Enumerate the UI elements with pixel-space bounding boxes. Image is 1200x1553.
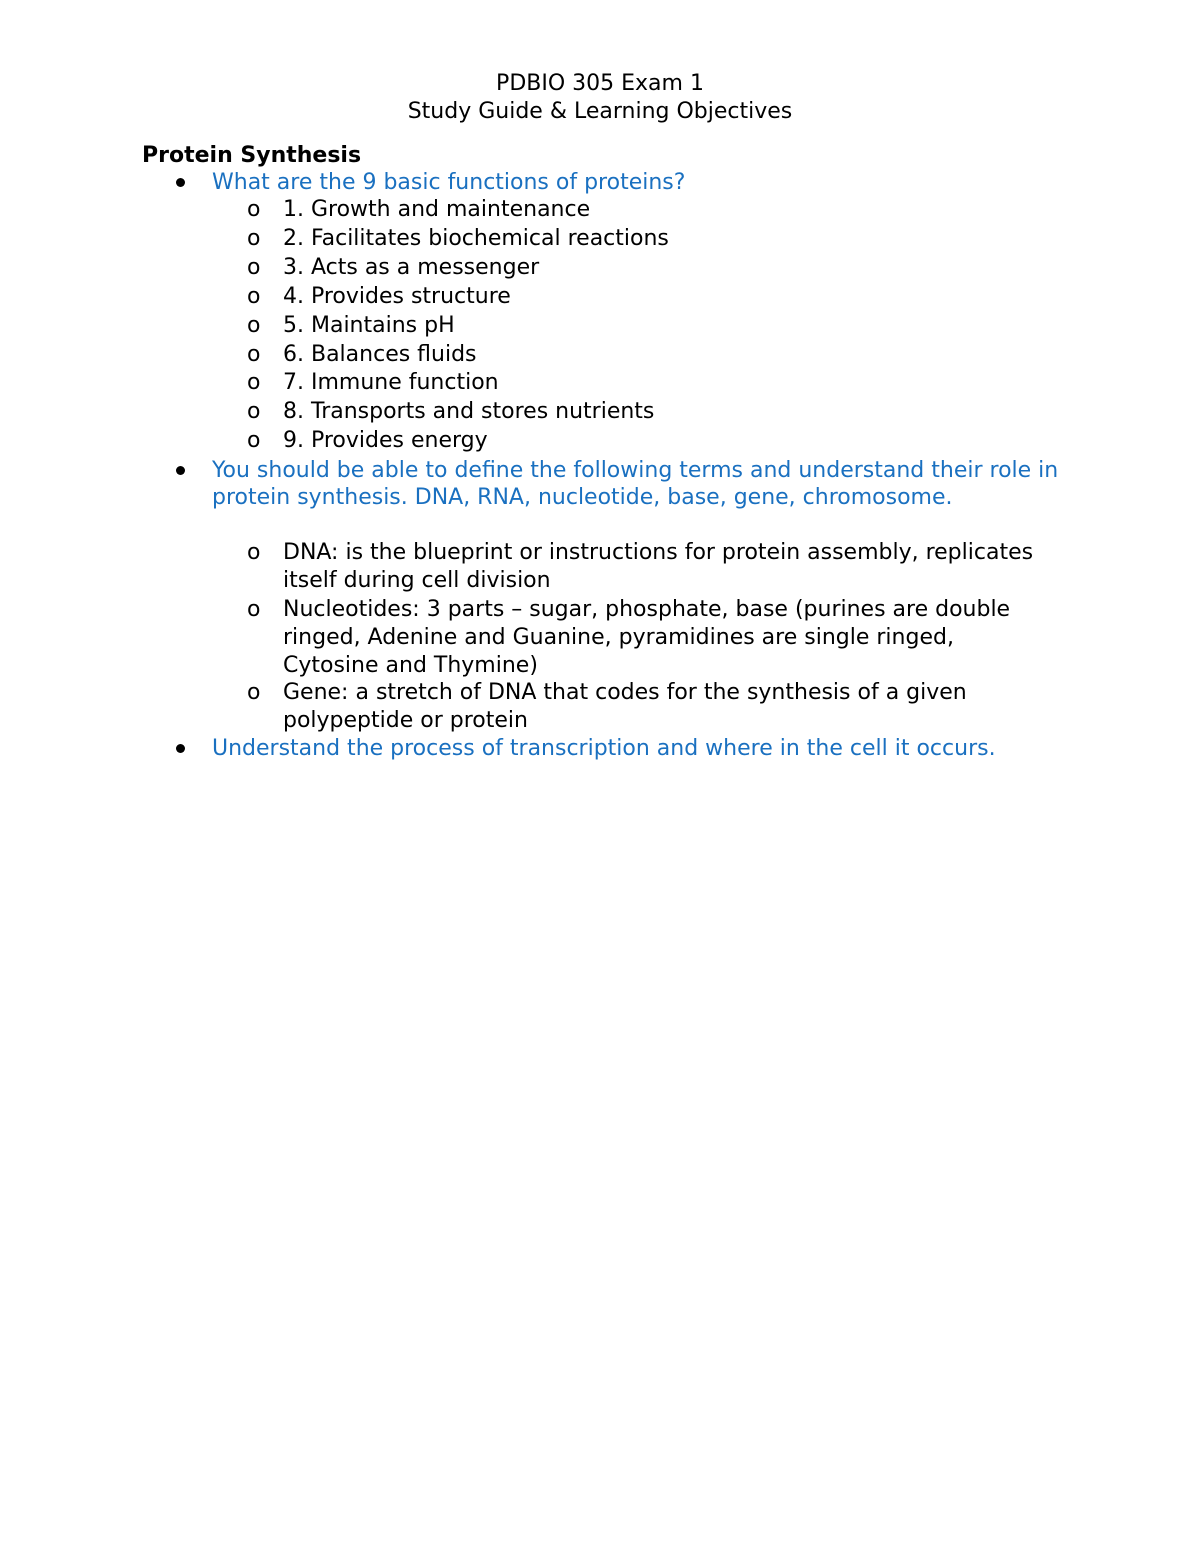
sub-item-text: 6. Balances fluids <box>283 342 477 367</box>
hollow-circle-bullet-icon: o <box>247 540 261 565</box>
sub-item-text: 4. Provides structure <box>283 284 511 309</box>
sub-item-text: 7. Immune function <box>283 370 499 395</box>
sub-item-text: 2. Facilitates biochemical reactions <box>283 226 669 251</box>
sub-item-text: Gene: a stretch of DNA that codes for the synthesis of a given polypeptide or protein <box>283 680 967 733</box>
hollow-circle-bullet-icon: o <box>247 197 261 222</box>
sub-item-text: 1. Growth and maintenance <box>283 197 591 222</box>
sub-item-text: 3. Acts as a messenger <box>283 255 540 280</box>
hollow-circle-bullet-icon: o <box>247 370 261 395</box>
sub-item-text: 8. Transports and stores nutrients <box>283 399 655 424</box>
hollow-circle-bullet-icon: o <box>247 284 261 309</box>
bullet-dot-icon <box>176 178 185 187</box>
bullet-dot-icon <box>176 466 185 475</box>
hollow-circle-bullet-icon: o <box>247 342 261 367</box>
hollow-circle-bullet-icon: o <box>247 399 261 424</box>
document-title: PDBIO 305 Exam 1 <box>496 71 704 96</box>
bullet-text: Understand the process of transcription and where in the cell it occurs. <box>212 736 996 761</box>
bullet-text: What are the 9 basic functions of proteins? <box>212 170 686 195</box>
bullet-dot-icon <box>176 744 185 753</box>
sub-item-text: 5. Maintains pH <box>283 313 455 338</box>
hollow-circle-bullet-icon: o <box>247 428 261 453</box>
document-subtitle: Study Guide & Learning Objectives <box>407 99 793 124</box>
sub-item-text: DNA: is the blueprint or instructions for protein assembly, replicates itself during cell division <box>283 540 1034 593</box>
hollow-circle-bullet-icon: o <box>247 680 261 705</box>
bullet-text: You should be able to define the following terms and understand their role in protein synthesis. DNA, RNA, nucleotide, base, gene, chromosome. <box>212 458 1059 510</box>
hollow-circle-bullet-icon: o <box>247 313 261 338</box>
sub-item-text: Nucleotides: 3 parts – sugar, phosphate, base (purines are double ringed, Adenine and Guanine, pyramidines are single ringed, Cytosine and Thymine) <box>283 597 1011 678</box>
hollow-circle-bullet-icon: o <box>247 597 261 622</box>
sub-item-text: 9. Provides energy <box>283 428 488 453</box>
hollow-circle-bullet-icon: o <box>247 255 261 280</box>
hollow-circle-bullet-icon: o <box>247 226 261 251</box>
section-heading: Protein Synthesis <box>142 143 362 168</box>
